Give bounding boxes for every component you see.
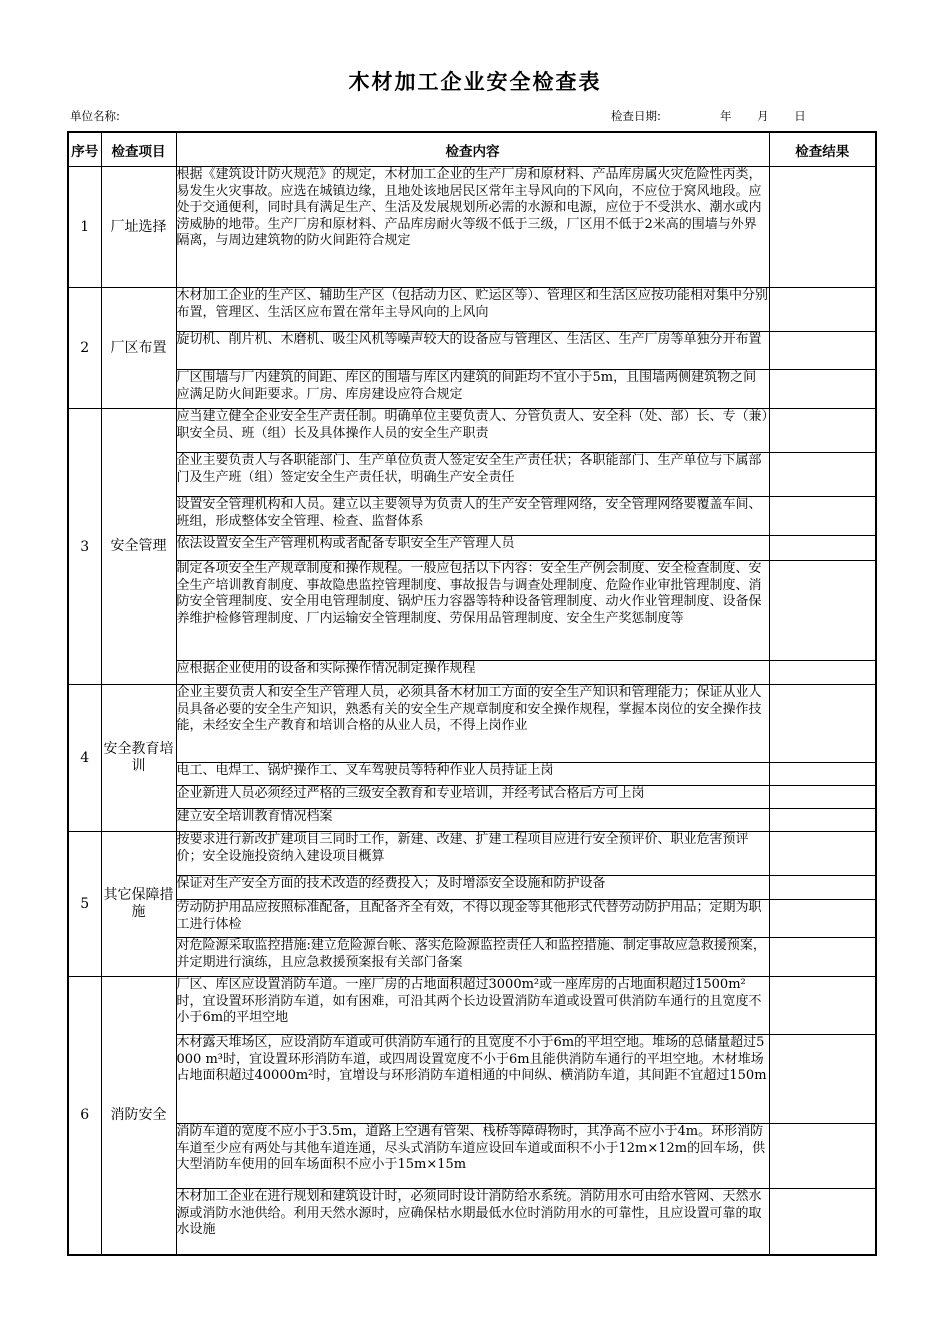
check-result-cell[interactable] [769,661,876,685]
check-result-cell[interactable] [769,977,876,1035]
check-content: 制定各项安全生产规章制度和操作规程。一般应包括以下内容：安全生产例会制度、安全检查制度、安全生产培训教育制度、事故隐患监控管理制度、事故报告与调查处理制度、危险作业审批管理制度、消防安全管理制度、安全用电管理制度、锅炉压力容器等特种设备管理制度、动火作业管理制度、设备保养维护检修管理制度、厂内运输安全管理制度、劳保用品管理制度、安全生产奖惩制度等 [176,561,769,661]
check-date-ymd: 年 月 日 [720,109,806,123]
check-date-label: 检查日期: [611,109,661,123]
header-item: 检查项目 [101,132,176,167]
check-content: 消防车道的宽度不应小于3.5m，道路上空遇有管架、栈桥等障碍物时，其净高不应小于4m。环形消防车道至少应有两处与其他车道连通，尽头式消防车道应设回车道或面积不小于12m×12m的回车场，供大型消防车使用的回车场面积不应小于15m×15m [176,1124,769,1189]
check-result-cell[interactable] [769,288,876,332]
table-row [68,809,876,832]
table-row [68,876,876,900]
check-content: 厂区、库区应设置消防车道。一座厂房的占地面积超过3000m²或一座库房的占地面积超过1500m²时，宜设置环形消防车道，如有困难，可沿其两个长边设置消防车道或设置可供消防车通行的且宽度不小于6m的平坦空地 [176,977,769,1035]
check-result-cell[interactable] [769,497,876,536]
section-item: 其它保障措施 [101,832,176,977]
table-row [68,832,876,876]
section-item: 消防安全 [101,977,176,1255]
check-content: 应当建立健全企业安全生产责任制。明确单位主要负责人、分管负责人、安全科（处、部）长、专（兼）职安全员、班（组）长及具体操作人员的安全生产职责 [176,409,769,453]
header-no: 序号 [68,132,101,167]
section-item: 厂址选择 [101,167,176,288]
check-content: 依法设置安全生产管理机构或者配备专职安全生产管理人员 [176,536,769,561]
table-header-row [68,132,876,167]
check-content: 根据《建筑设计防火规范》的规定，木材加工企业的生产厂房和原材料、产品库房属火灾危险性丙类，易发生火灾事故。应选在城镇边缘，且地处该地居民区常年主导风向的下风向，不应位于窝风地段。应处于交通便利，同时具有满足生产、生活及发展规划所必需的水源和电源，应位于不受洪水、潮水或内涝威胁的地带。生产厂房和原材料、产品库房耐火等级不低于三级，厂区用不低于2米高的围墙与外界隔离，与周边建筑物的防火间距符合规定 [176,167,769,288]
check-content: 木材露天堆场区，应设消防车道或可供消防车通行的且宽度不小于6m的平坦空地。堆场的总储量超过5000 m³时，宜设置环形消防车道，或四周设置宽度不小于6m且能供消防车通行的平坦空地。木材堆场占地面积超过40000m²时，宜增设与环形消防车道相通的中间纵、横消防车道，其间距不宜超过150m [176,1035,769,1124]
check-result-cell[interactable] [769,685,876,763]
check-result-cell[interactable] [769,409,876,453]
table-row [68,938,876,977]
section-number: 4 [68,685,101,832]
page-title: 木材加工企业安全检查表 [348,69,602,94]
table-row [68,1189,876,1255]
section-item: 安全管理 [101,409,176,685]
table-row [68,977,876,1035]
check-result-cell[interactable] [769,809,876,832]
check-content: 厂区围墙与厂内建筑的间距、库区的围墙与库区内建筑的间距均不宜小于5m，且围墙两侧建筑物之间应满足防火间距要求。厂房、库房建设应符合规定 [176,370,769,409]
check-result-cell[interactable] [769,453,876,497]
table-row [68,685,876,763]
table-row [68,409,876,453]
table-row [68,453,876,497]
table-row [68,786,876,809]
check-content: 木材加工企业在进行规划和建筑设计时，必须同时设计消防给水系统。消防用水可由给水管网、天然水源或消防水池供给。利用天然水源时，应确保枯水期最低水位时消防用水的可靠性，且应设置可靠的取水设施 [176,1189,769,1255]
table-row [68,167,876,288]
table-row [68,661,876,685]
check-content: 建立安全培训教育情况档案 [176,809,769,832]
check-content: 应根据企业使用的设备和实际操作情况制定操作规程 [176,661,769,685]
check-result-cell[interactable] [769,561,876,661]
section-number: 6 [68,977,101,1255]
table-row [68,288,876,332]
check-content: 企业新进人员必须经过严格的三级安全教育和专业培训，并经考试合格后方可上岗 [176,786,769,809]
check-content: 设置安全管理机构和人员。建立以主要领导为负责人的生产安全管理网络，安全管理网络要覆盖车间、班组，形成整体安全管理、检查、监督体系 [176,497,769,536]
check-content: 企业主要负责人与各职能部门、生产单位负责人签定安全生产责任状；各职能部门、生产单位与下属部门及生产班（组）签定安全生产责任状，明确生产安全责任 [176,453,769,497]
table-row [68,370,876,409]
section-number: 1 [68,167,101,288]
check-content: 按要求进行新改扩建项目三同时工作，新建、改建、扩建工程项目应进行安全预评价、职业危害预评价；安全设施投资纳入建设项目概算 [176,832,769,876]
table-row [68,536,876,561]
table-row [68,1035,876,1124]
check-result-cell[interactable] [769,1035,876,1124]
check-result-cell[interactable] [769,832,876,876]
check-result-cell[interactable] [769,900,876,938]
check-content: 电工、电焊工、锅炉操作工、叉车驾驶员等特种作业人员持证上岗 [176,763,769,786]
check-result-cell[interactable] [769,536,876,561]
check-result-cell[interactable] [769,167,876,288]
section-item: 安全教育培训 [101,685,176,832]
section-number: 3 [68,409,101,685]
table-row [68,561,876,661]
check-content: 木材加工企业的生产区、辅助生产区（包括动力区、贮运区等）、管理区和生活区应按功能相对集中分别布置，管理区、生活区应布置在常年主导风向的上风向 [176,288,769,332]
unit-name-label: 单位名称: [70,109,120,123]
table-row [68,332,876,370]
check-content: 企业主要负责人和安全生产管理人员，必须具备木材加工方面的安全生产知识和管理能力；保证从业人员具备必要的安全生产知识，熟悉有关的安全生产规章制度和安全操作规程，掌握本岗位的安全操作技能，未经安全生产教育和培训合格的从业人员，不得上岗作业 [176,685,769,763]
table-row [68,497,876,536]
header-content: 检查内容 [176,132,769,167]
table-row [68,763,876,786]
check-result-cell[interactable] [769,786,876,809]
table-row [68,900,876,938]
table-row [68,1124,876,1189]
check-result-cell[interactable] [769,370,876,409]
check-content: 旋切机、削片机、木磨机、吸尘风机等噪声较大的设备应与管理区、生活区、生产厂房等单独分开布置 [176,332,769,370]
section-item: 厂区布置 [101,288,176,409]
check-content: 对危险源采取监控措施:建立危险源台帐、落实危险源监控责任人和监控措施、制定事故应急救援预案，并定期进行演练，且应急救援预案报有关部门备案 [176,938,769,977]
check-result-cell[interactable] [769,1189,876,1255]
table-body [68,167,876,1255]
check-result-cell[interactable] [769,332,876,370]
header-result: 检查结果 [769,132,876,167]
section-number: 2 [68,288,101,409]
check-content: 保证对生产安全方面的技术改造的经费投入；及时增添安全设施和防护设备 [176,876,769,900]
check-result-cell[interactable] [769,938,876,977]
check-result-cell[interactable] [769,763,876,786]
section-number: 5 [68,832,101,977]
check-result-cell[interactable] [769,876,876,900]
checklist-table [67,131,877,1256]
check-result-cell[interactable] [769,1124,876,1189]
check-content: 劳动防护用品应按照标准配备，且配备齐全有效，不得以现金等其他形式代替劳动防护用品；定期为职工进行体检 [176,900,769,938]
